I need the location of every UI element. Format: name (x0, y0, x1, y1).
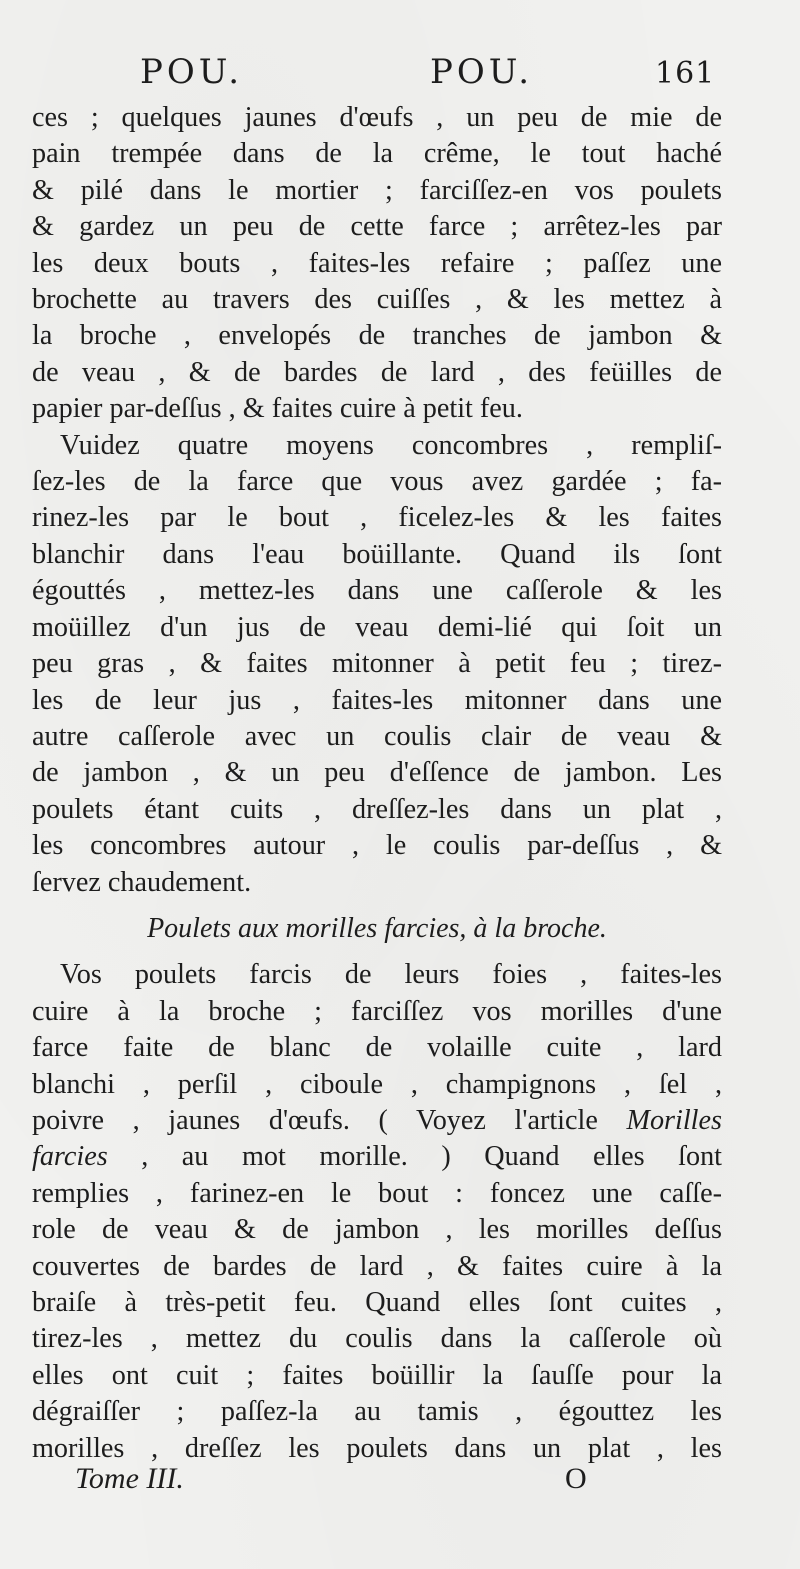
italic-reference: farcies (32, 1141, 108, 1173)
text-line: papier par-deſſus , & faites cuire à petit feu. (32, 393, 523, 425)
page-footer (0, 1462, 800, 1506)
text-line: brochette au travers des cuiſſes , & les mettez à (32, 284, 722, 316)
text-line: Vuidez quatre moyens concombres , rempliſ- (60, 429, 722, 461)
text-line: les concombres autour , le coulis par-deſſus , & (32, 830, 722, 862)
page-number: 161 (655, 56, 716, 91)
text-line: égouttés , mettez-les dans une caſſerole & les (32, 575, 722, 607)
text-line: farce faite de blanc de volaille cuite , lard (32, 1032, 722, 1064)
text-line: de jambon , & un peu d'eſſence de jambon. Les (32, 757, 722, 789)
text-line: blanchi , perſil , ciboule , champignons , ſel , (32, 1068, 722, 1100)
text-line: cuire à la broche ; farciſſez vos morilles d'une (32, 995, 722, 1027)
text-line: & pilé dans le mortier ; farciſſez-en vos poulets (32, 174, 722, 206)
text-line: role de veau & de jambon , les morilles deſſus (32, 1214, 722, 1246)
text-run: poivre , jaunes d'œufs. ( Voyez l'article (32, 1104, 627, 1136)
text-line: elles ont cuit ; faites boüillir la ſauſſe pour la (32, 1359, 722, 1391)
paragraph-1 (32, 100, 722, 428)
text-line: ces ; quelques jaunes d'œufs , un peu de mie de (32, 102, 722, 133)
paragraph-3 (32, 957, 722, 1467)
text-line-with-italic (32, 1139, 722, 1175)
text-line: remplies , farinez-en le bout : foncez une caſſe- (32, 1177, 722, 1209)
header-right: POU. (430, 52, 534, 92)
text-line: dégraiſſer ; paſſez-la au tamis , égouttez les (32, 1396, 722, 1428)
text-line: autre caſſerole avec un coulis clair de veau & (32, 720, 722, 752)
text-line: de veau , & de bardes de lard , des feüilles de (32, 356, 722, 388)
text-line: peu gras , & faites mitonner à petit feu ; tirez- (32, 648, 722, 680)
text-run: , au mot morille. ) Quand elles ſont (107, 1141, 722, 1173)
text-line: la broche , envelopés de tranches de jambon & (32, 320, 722, 352)
volume-label: Tome III. (75, 1462, 184, 1495)
text-line: blanchir dans l'eau boüillante. Quand ils ſont (32, 538, 722, 570)
section-heading: Poulets aux morilles farcies, à la broche. (147, 912, 607, 944)
text-line: Vos poulets farcis de leurs foies , faites-les (60, 959, 722, 991)
text-line: tirez-les , mettez du coulis dans la caſſerole où (32, 1323, 722, 1355)
italic-reference: Morilles (626, 1104, 722, 1136)
header-left: POU. (140, 52, 244, 92)
paragraph-2 (32, 428, 722, 901)
text-line: les deux bouts , faites-les refaire ; paſſez une (32, 247, 722, 279)
text-line: & gardez un peu de cette farce ; arrêtez-les par (32, 211, 722, 243)
text-line: moüillez d'un jus de veau demi-lié qui ſoit un (32, 611, 722, 643)
text-line-with-italic (32, 1103, 722, 1139)
text-line: poulets étant cuits , dreſſez-les dans un plat , (32, 793, 722, 825)
text-line: pain trempée dans de la crême, le tout haché (32, 138, 722, 170)
text-line: couvertes de bardes de lard , & faites cuire à la (32, 1250, 722, 1282)
signature-mark: O (565, 1462, 587, 1495)
text-line: rinez-les par le bout , ficelez-les & les faites (32, 502, 722, 534)
text-line: braiſe à très-petit feu. Quand elles ſont cuites , (32, 1287, 722, 1318)
running-header (0, 52, 800, 100)
text-line: morilles , dreſſez les poulets dans un plat , les (32, 1432, 722, 1464)
text-line: les de leur jus , faites-les mitonner dans une (32, 684, 722, 716)
body-text (32, 100, 722, 1467)
text-line: ſervez chaudement. (32, 866, 252, 898)
text-line: ſez-les de la farce que vous avez gardée ; fa- (32, 466, 722, 498)
